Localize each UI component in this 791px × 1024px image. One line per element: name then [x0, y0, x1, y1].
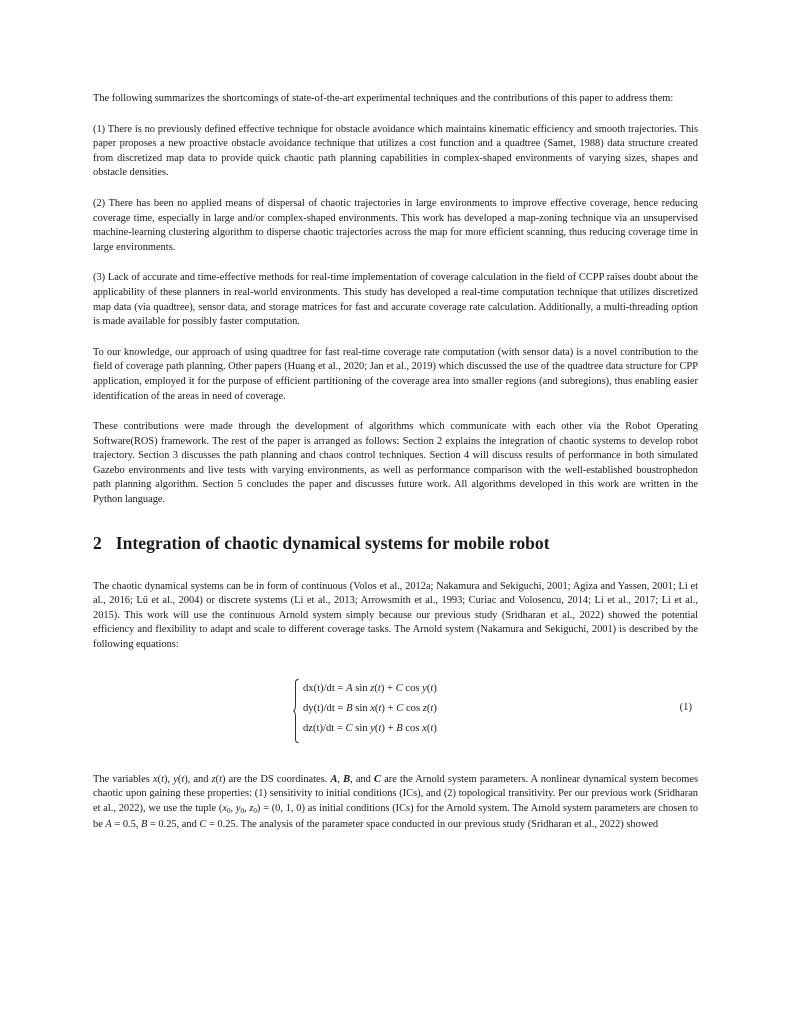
- section-heading: [93, 532, 698, 554]
- arnold-parameters-paragraph: The variables x(t), y(t), and z(t) are the DS coordinates. A, B, and C are the Arnold system parameters. A nonlinear dynamical system becomes chaotic upon gaining these properties: (1) sensitivity to initial conditions (ICs), and (2) topological transitivity. Per our previous work (Sridharan et al., 2022), we use the tuple ($x_0$, $y_0$, $z_0) = (0$, 1, 0) as initial conditions (ICs) for the Arnold system. The Arnold system parameters are chosen to be A = 0.5, B = 0.25, and C = 0.25. The analysis of the parameter space conducted in our previous study (Sridharan et al., 2022) showed: [93, 773, 699, 831]
- contribution-3-paragraph: (3) Lack of accurate and time-effective methods for real-time implementation of coverage calculation in the field of CCPP raises doubt about the applicability of these planners in real-world environments. This study has developed a real-time computation technique that utilizes discretized map data (via quadtree), sensor data, and storage matrices for fast and accurate coverage rate calculation. Additionally, a multi-threading option is made available for possibly faster computation.: [93, 272, 698, 328]
- equation-line-2: dy(t)/dt = B sin x(t) + C cos z(t): [303, 702, 437, 714]
- equation-number: (1): [679, 701, 692, 713]
- section-number: 2: [93, 532, 102, 553]
- equation-line-1: dx(t)/dt = A sin z(t) + C cos y(t): [303, 682, 437, 694]
- left-brace-icon: [293, 679, 299, 743]
- equation-line-3: dz(t)/dt = C sin y(t) + B cos x(t): [303, 722, 437, 734]
- section-title: Integration of chaotic dynamical systems for mobile robot: [115, 532, 550, 553]
- contribution-2-paragraph: (2) There has been no applied means of dispersal of chaotic trajectories in large environments to improve effective coverage, hence reducing coverage time, especially in large and/or complex-shaped environments. This work has developed a map-zoning technique via an unsupervised machine-learning clustering algorithm to disperse chaotic trajectories across the map for more efficient scanning, thus reducing coverage time in large environments.: [93, 197, 698, 253]
- paper-outline-paragraph: These contributions were made through the development of algorithms which communicate with each other via the Robot Operating Software(ROS) framework. The rest of the paper is arranged as follows: Section 2 explains the integration of chaotic systems to develop robot trajectory. Section 3 discusses the path planning and chaos control techniques. Section 4 will discuss results of performance in both simulated Gazebo environments and live tests with varying environments, as well as performance comparison with the well-established boustrophedon path planning algorithm. Section 5 concludes the paper and discusses future work. All algorithms developed in this work are written in the Python language.: [93, 421, 698, 506]
- contribution-1-paragraph: (1) There is no previously defined effective technique for obstacle avoidance which maintains kinematic efficiency and smooth trajectories. This paper proposes a new proactive obstacle avoidance technique that utilizes a cost function and a quadtree (Samet, 1988) data structure created from discretized map data to provide quick chaotic path planning capabilities in complex-shaped environments of varying sizes, shapes and obstacle densities.: [93, 123, 698, 179]
- novelty-paragraph: To our knowledge, our approach of using quadtree for fast real-time coverage rate computation (with sensor data) is a novel contribution to the field of coverage path planning. Other papers (Huang et al., 2020; Jan et al., 2019) which discussed the use of the quadtree data structure for CPP application, employed it for the purpose of efficient partitioning of the coverage area into smaller regions (and subregions), thus enabling easier identification of the areas in need of coverage.: [93, 346, 698, 402]
- equation-system: [293, 679, 437, 745]
- page-content: [93, 92, 698, 849]
- chaotic-systems-paragraph: The chaotic dynamical systems can be in form of continuous (Volos et al., 2012a; Nakamura and Sekiguchi, 2001; Agiza and Yassen, 2001; Li et al., 2016; Lü et al., 2004) or discrete systems (Li et al., 2013; Arrowsmith et al., 1993; Curiac and Volosencu, 2014; Li et al., 2017; Li et al., 2015). This work will use the continuous Arnold system simply because our previous study (Sridharan et al., 2022) showed the potential efficiency and flexibility to adapt and scale to different coverage tasks. The Arnold system (Nakamura and Sekiguchi, 2001) is described by the following equations:: [93, 580, 698, 651]
- arnold-equation: [93, 679, 698, 747]
- intro-paragraph: The following summarizes the shortcomings of state-of-the-art experimental techniques and the contributions of this paper to address them:: [93, 93, 674, 104]
